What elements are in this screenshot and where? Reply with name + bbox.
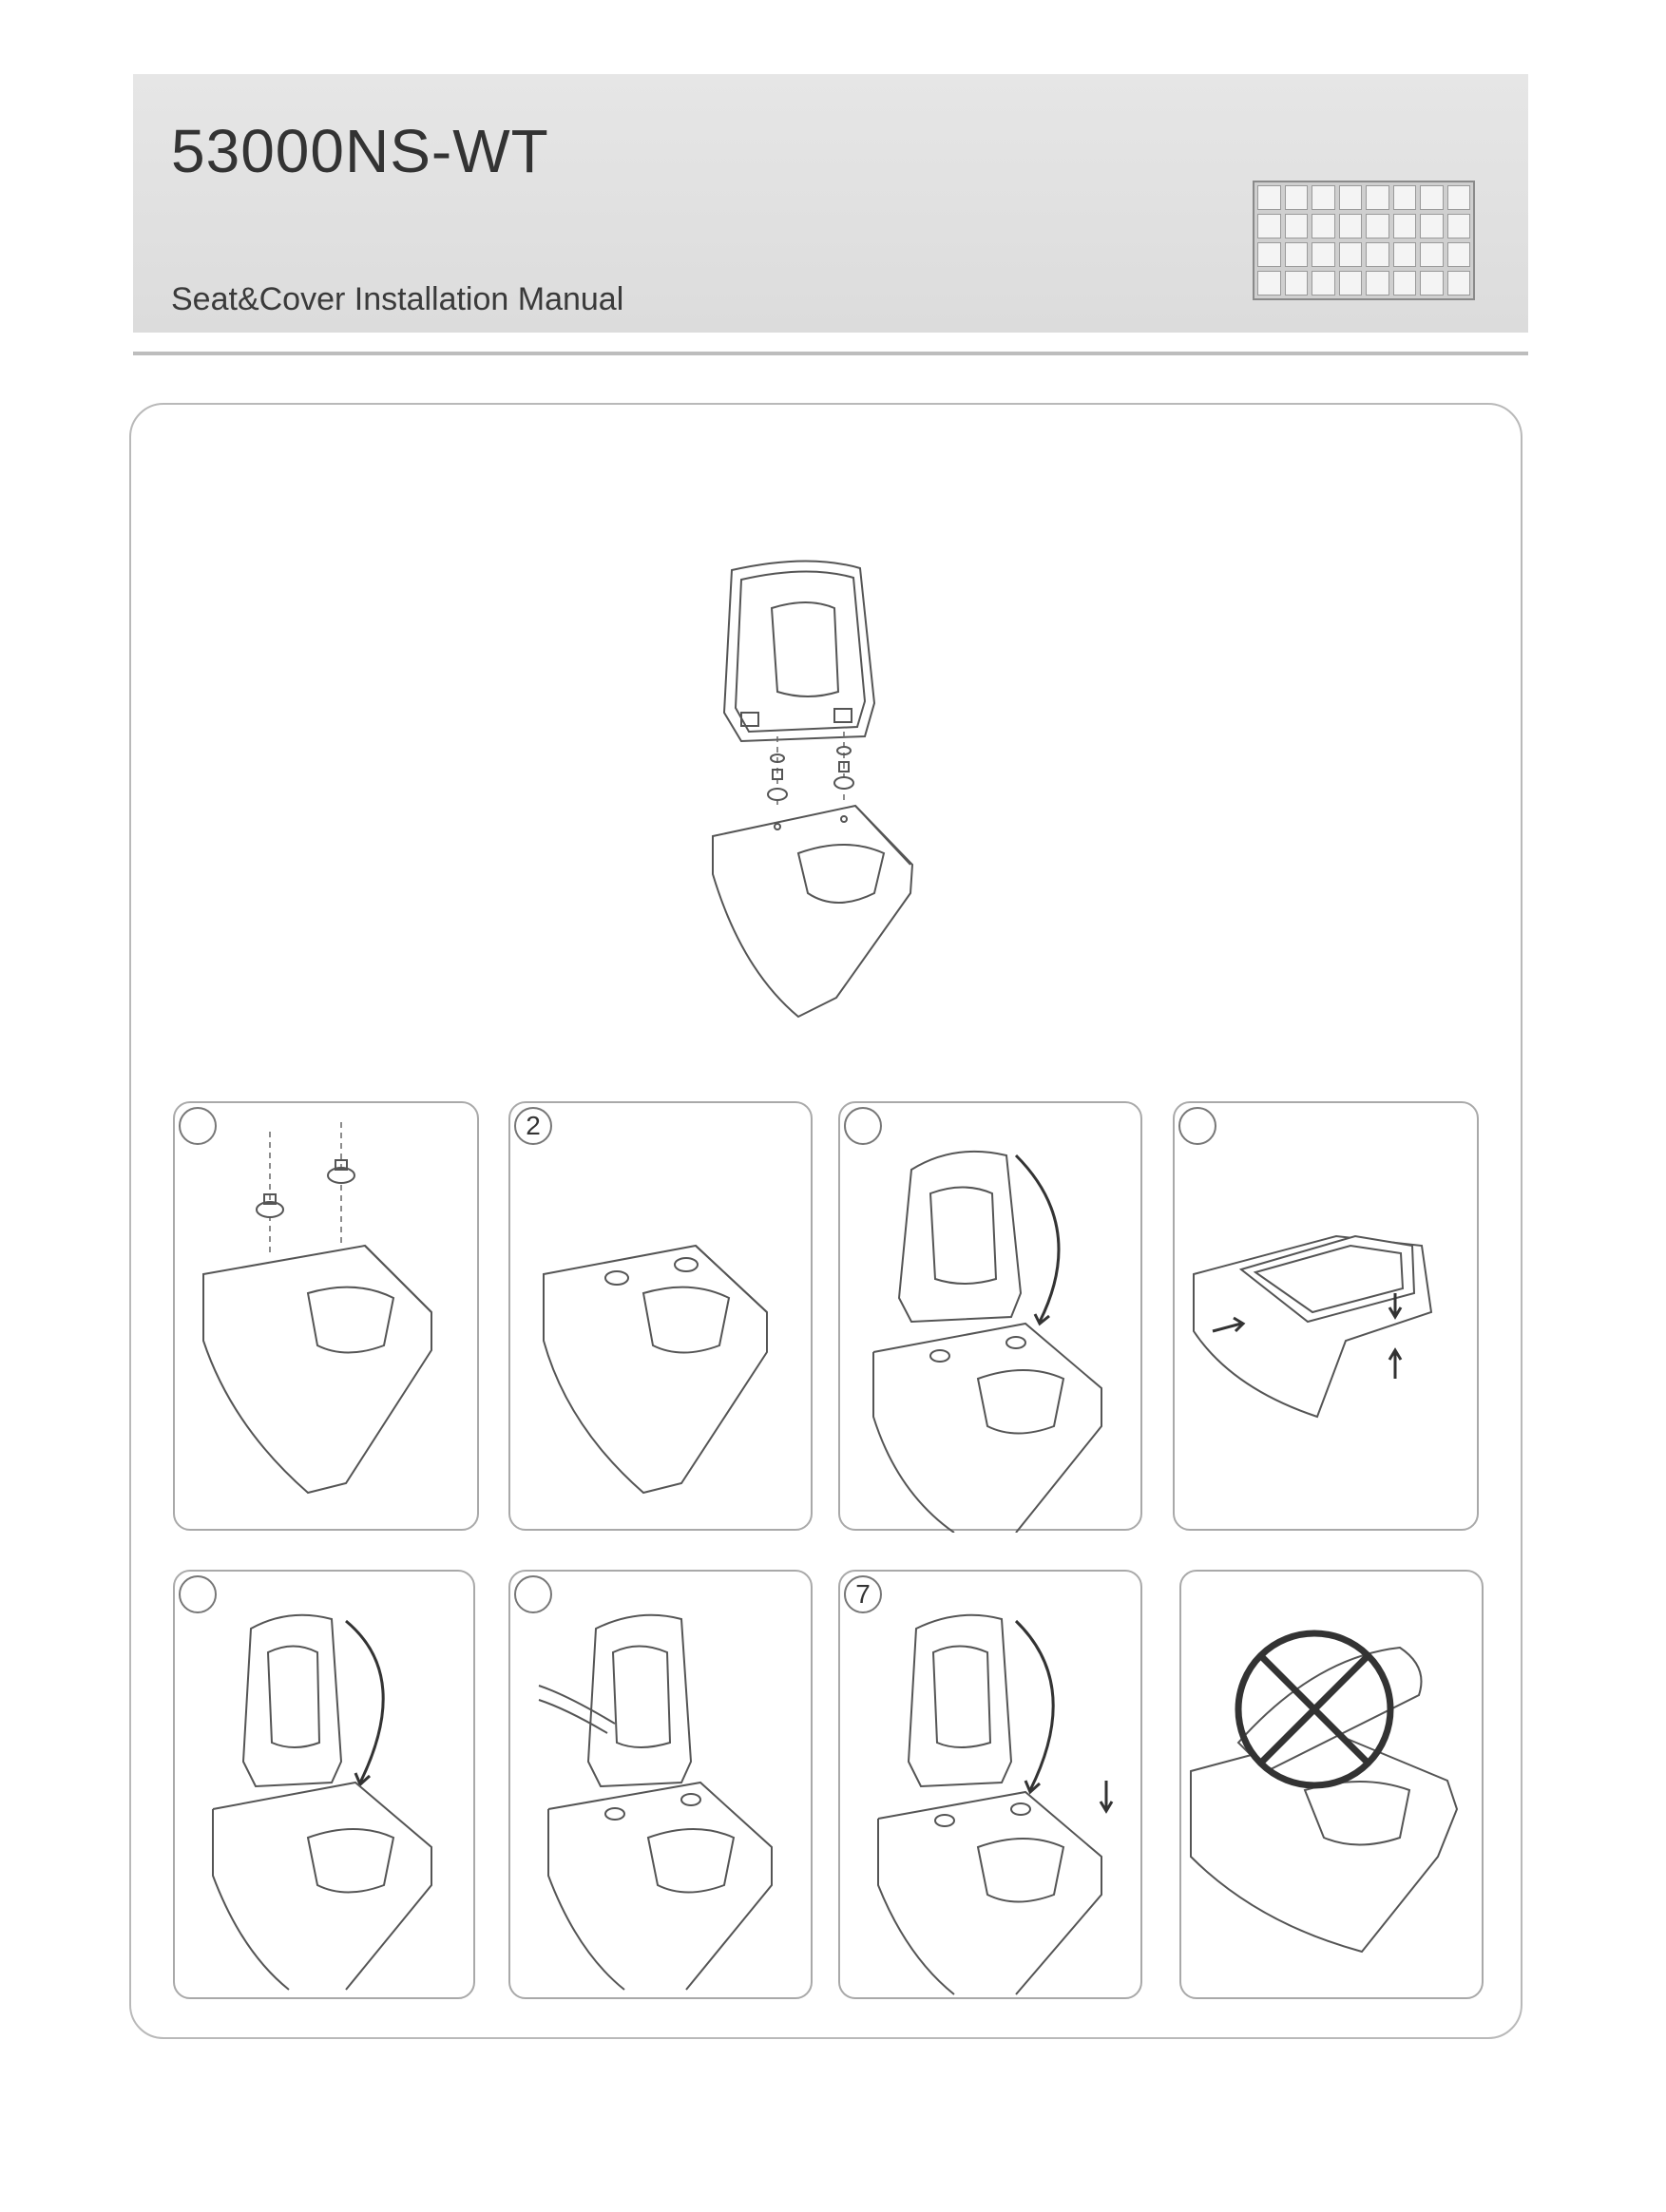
remove-seat-rotate-icon xyxy=(840,1572,1144,2001)
press-hinge-release-icon xyxy=(510,1572,814,2001)
prohibited-action-icon xyxy=(1181,1572,1485,2001)
step-panel-2 xyxy=(508,1101,813,1531)
hinges-installed-icon xyxy=(510,1103,814,1533)
step-panel-8 xyxy=(1179,1570,1484,1999)
hinge-mounting-bolts-icon xyxy=(175,1103,481,1533)
manual-subtitle: Seat&Cover Installation Manual xyxy=(171,281,624,317)
header-banner xyxy=(133,74,1528,333)
header-divider xyxy=(133,352,1528,355)
tile-grid-logo-icon xyxy=(1253,181,1475,300)
step-panel-1 xyxy=(173,1101,479,1531)
step-panel-7 xyxy=(838,1570,1142,1999)
step-panel-3 xyxy=(838,1101,1142,1531)
step-panel-5 xyxy=(173,1570,475,1999)
close-seat-press-icon xyxy=(1175,1103,1481,1533)
exploded-assembly-icon xyxy=(684,551,979,1026)
step-number-badge: 7 xyxy=(844,1575,882,1613)
step-panel-6 xyxy=(508,1570,813,1999)
attach-seat-rotate-icon xyxy=(840,1103,1144,1533)
seat-lifted-rotate-icon xyxy=(175,1572,477,2001)
step-number-badge: 2 xyxy=(514,1107,552,1145)
step-panel-4 xyxy=(1173,1101,1479,1531)
model-title: 53000NS-WT xyxy=(171,117,549,185)
